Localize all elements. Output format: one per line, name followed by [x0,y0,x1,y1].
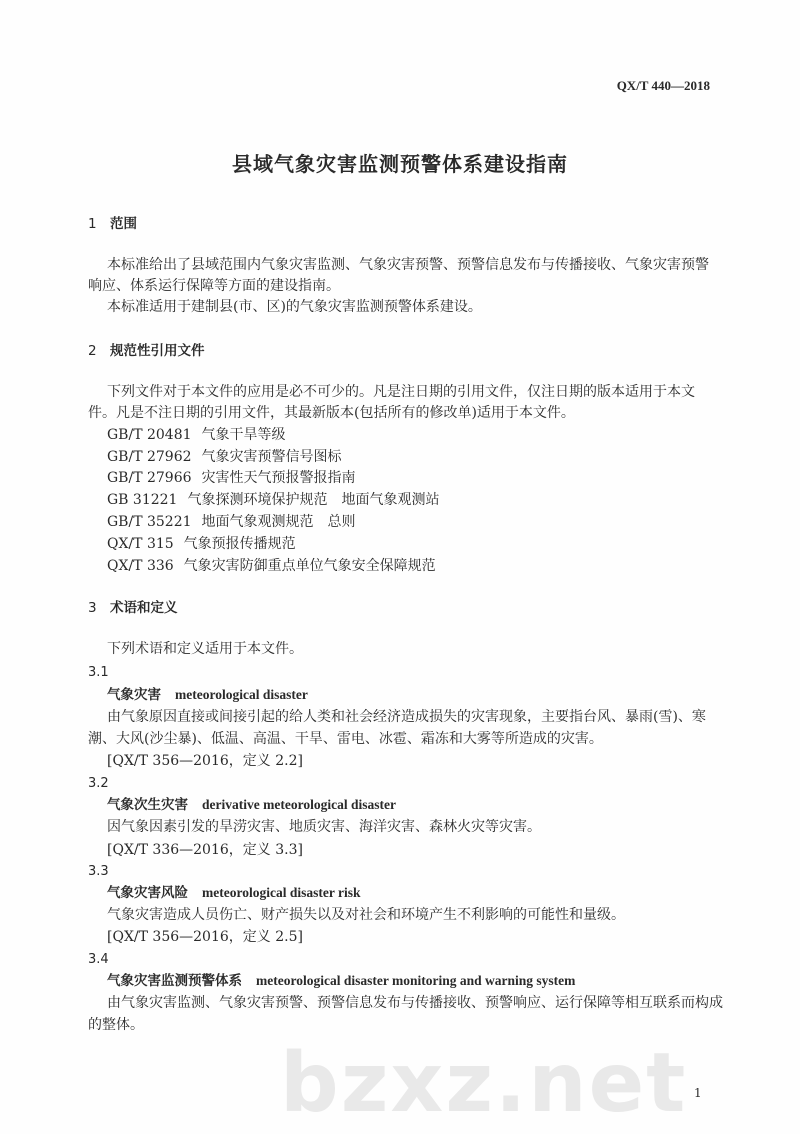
reference-item [107,468,356,488]
term-heading [107,685,308,705]
section-1-heading [88,214,137,234]
term-heading [107,883,360,903]
term-en: derivative meteorological disaster [202,797,396,812]
ref-code: QX/T 336 [107,558,174,574]
ref-title: 气象灾害预警信号图标 [201,449,342,465]
section-number: 1 [88,216,97,232]
term-en: meteorological disaster monitoring and warning system [256,973,576,988]
definition-source: [QX/T 356—2016，定义 2.2] [107,753,303,769]
term-en: meteorological disaster risk [202,885,361,900]
standard-code: QX/T 440—2018 [616,78,710,93]
ref-title: 气象预报传播规范 [183,536,296,552]
definition-line: 潮、大风(沙尘暴)、低温、高温、干旱、雷电、冰雹、霜冻和大雾等所造成的灾害。 [88,731,603,747]
page-number: 1 [694,1086,702,1100]
term-heading [107,971,575,991]
definition-source: [QX/T 336—2016，定义 3.3] [107,842,303,858]
reference-item [107,447,342,467]
term-zh: 气象灾害风险 [107,885,188,901]
definition-line: 由气象灾害监测、气象灾害预警、预警信息发布与传播接收、预警响应、运行保障等相互联系而构成 [107,995,723,1011]
term-number: 3.3 [88,864,109,879]
ref-title: 气象灾害防御重点单位气象安全保障规范 [183,558,436,574]
term-zh: 气象次生灾害 [107,797,188,813]
ref-title: 地面气象观测规范 总则 [201,514,356,530]
paragraph-line: 本标准给出了县域范围内气象灾害监测、气象灾害预警、预警信息发布与传播接收、气象灾害预警 [107,257,709,273]
ref-code: GB/T 20481 [107,427,192,443]
ref-title: 气象干旱等级 [201,427,286,443]
reference-item [107,534,296,554]
paragraph-line: 下列术语和定义适用于本文件。 [107,641,303,657]
ref-code: GB/T 35221 [107,514,192,530]
term-number: 3.1 [88,665,109,680]
ref-title: 灾害性天气预报警报指南 [201,470,356,486]
section-title: 规范性引用文件 [110,343,205,359]
definition-source: [QX/T 356—2016，定义 2.5] [107,929,303,945]
ref-title: 气象探测环境保护规范 地面气象观测站 [187,492,440,508]
reference-item [107,556,436,576]
section-3-heading [88,598,178,618]
term-number: 3.4 [88,952,109,967]
definition-line: 气象灾害造成人员伤亡、财产损失以及对社会和环境产生不利影响的可能性和量级。 [107,907,625,923]
reference-item [107,490,439,510]
term-en: meteorological disaster [175,687,308,702]
term-zh: 气象灾害监测预警体系 [107,973,242,989]
definition-line: 的整体。 [88,1017,144,1033]
definition-line: 由气象原因直接或间接引起的给人类和社会经济造成损失的灾害现象，主要指台风、暴雨(雪)、寒 [107,709,706,725]
paragraph-line: 本标准适用于建制县(市、区)的气象灾害监测预警体系建设。 [107,299,482,315]
paragraph-line: 响应、体系运行保障等方面的建设指南。 [88,278,340,294]
term-number: 3.2 [88,776,109,791]
paragraph-line: 下列文件对于本文件的应用是必不可少的。凡是注日期的引用文件，仅注日期的版本适用于本文 [107,384,695,400]
term-zh: 气象灾害 [107,687,161,703]
paragraph-line: 件。凡是不注日期的引用文件，其最新版本(包括所有的修改单)适用于本文件。 [88,405,575,421]
reference-item [107,425,286,445]
ref-code: QX/T 315 [107,536,174,552]
watermark: bzxz.net [280,1036,688,1131]
section-2-heading [88,341,205,361]
reference-item [107,512,356,532]
definition-line: 因气象因素引发的旱涝灾害、地质灾害、海洋灾害、森林火灾等灾害。 [107,819,541,835]
ref-code: GB 31221 [107,492,178,508]
term-heading [107,795,396,815]
ref-code: GB/T 27962 [107,449,192,465]
section-number: 3 [88,600,97,616]
section-title: 范围 [110,216,137,232]
section-title: 术语和定义 [110,600,178,616]
section-number: 2 [88,343,97,359]
document-title: 县域气象灾害监测预警体系建设指南 [232,152,568,176]
ref-code: GB/T 27966 [107,470,192,486]
